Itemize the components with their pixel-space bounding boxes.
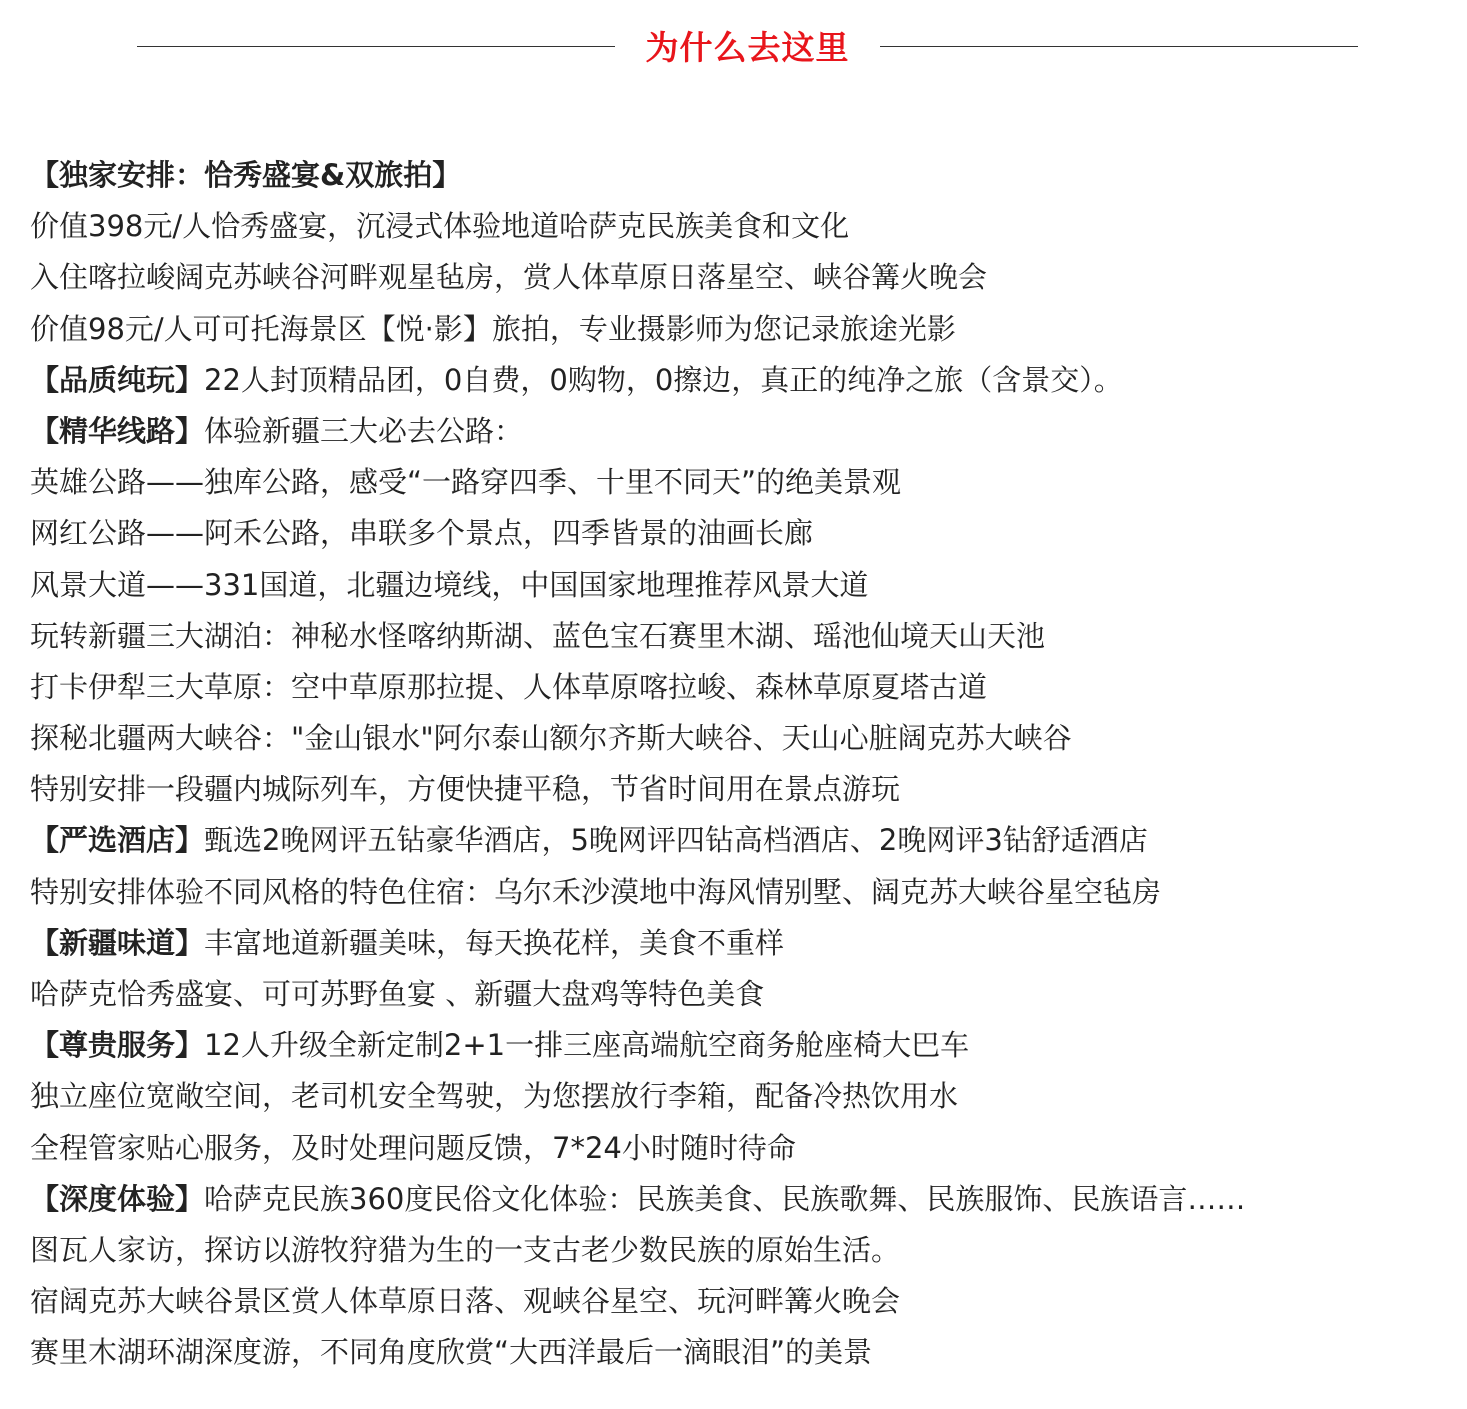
highlight-text: 打卡伊犁三大草原：空中草原那拉提、人体草原喀拉峻、森林草原夏塔古道 [30,669,988,704]
highlight-text: 风景大道——331国道，北疆边境线，中国国家地理推荐风景大道 [30,567,869,602]
highlight-line [30,560,1450,611]
highlight-line [30,201,1450,252]
highlight-text: 价值398元/人恰秀盛宴，沉浸式体验地道哈萨克民族美食和文化 [30,209,850,244]
highlight-text: 22人封顶精品团，0自费，0购物，0擦边，真正的纯净之旅（含景交）。 [204,362,1123,397]
highlight-text: 英雄公路——独库公路，感受“一路穿四季、十里不同天”的绝美景观 [30,465,902,500]
highlight-text: 价值98元/人可可托海景区【悦·影】旅拍，专业摄影师为您记录旅途光影 [30,311,956,346]
highlight-line [30,611,1450,662]
highlight-text: 网红公路——阿禾公路，串联多个景点，四季皆景的油画长廊 [30,516,814,551]
highlight-line [30,662,1450,713]
section-title: 为什么去这里 [645,28,850,67]
highlight-line [30,150,1450,201]
highlight-line [30,713,1450,764]
highlight-line [30,815,1450,866]
highlight-line [30,1123,1450,1174]
highlight-category-tag: 【新疆味道】 [30,925,205,960]
section-header [0,22,1467,72]
highlight-line [30,969,1450,1020]
highlight-text: 探秘北疆两大峡谷："金山银水"阿尔泰山额尔齐斯大峡谷、天山心脏阔克苏大峡谷 [30,721,1072,756]
highlight-line [30,508,1450,559]
header-divider-right [880,46,1358,47]
highlight-text: 哈萨克民族360度民俗文化体验：民族美食、民族歌舞、民族服饰、民族语言…… [204,1181,1246,1216]
highlight-text: 图瓦人家访，探访以游牧狩猎为生的一支古老少数民族的原始生活。 [30,1232,901,1267]
highlight-line [30,457,1450,508]
highlight-text: 特别安排一段疆内城际列车，方便快捷平稳，节省时间用在景点游玩 [30,772,901,807]
highlight-text: 12人升级全新定制2+1一排三座高端航空商务舱座椅大巴车 [204,1028,970,1063]
highlight-line [30,918,1450,969]
highlight-text: 独立座位宽敞空间，老司机安全驾驶，为您摆放行李箱，配备冷热饮用水 [30,1079,959,1114]
highlight-category-tag: 【精华线路】 [30,413,205,448]
highlight-category-tag: 【深度体验】 [30,1181,205,1216]
highlight-category-tag: 【品质纯玩】 [30,362,205,397]
highlight-text: 丰富地道新疆美味，每天换花样，美食不重样 [204,925,785,960]
highlight-text: 特别安排体验不同风格的特色住宿：乌尔禾沙漠地中海风情别墅、阔克苏大峡谷星空毡房 [30,874,1162,909]
highlight-line [30,764,1450,815]
highlight-line [30,1276,1450,1327]
highlight-line [30,406,1450,457]
highlight-text: 全程管家贴心服务，及时处理问题反馈，7*24小时随时待命 [30,1130,796,1165]
highlight-category-tag: 【尊贵服务】 [30,1028,205,1063]
highlights-content [30,150,1450,1379]
highlight-line [30,355,1450,406]
highlight-line [30,1174,1450,1225]
highlight-line [30,304,1450,355]
header-divider-left [137,46,615,47]
highlight-category-tag: 【严选酒店】 [30,823,205,858]
highlight-text: 赛里木湖环湖深度游，不同角度欣赏“大西洋最后一滴眼泪”的美景 [30,1335,873,1370]
highlight-line [30,1071,1450,1122]
highlight-text: 宿阔克苏大峡谷景区赏人体草原日落、观峡谷星空、玩河畔篝火晚会 [30,1284,901,1319]
highlight-line [30,1327,1450,1378]
highlight-text: 入住喀拉峻阔克苏峡谷河畔观星毡房，赏人体草原日落星空、峡谷篝火晚会 [30,260,988,295]
highlight-line [30,867,1450,918]
highlight-line [30,1225,1450,1276]
highlight-text: 甄选2晚网评五钻豪华酒店，5晚网评四钻高档酒店、2晚网评3钻舒适酒店 [204,823,1148,858]
highlight-text: 体验新疆三大必去公路： [204,413,524,448]
highlight-text: 玩转新疆三大湖泊：神秘水怪喀纳斯湖、蓝色宝石赛里木湖、瑶池仙境天山天池 [30,618,1046,653]
highlight-text: 哈萨克恰秀盛宴、可可苏野鱼宴 、新疆大盘鸡等特色美食 [30,977,765,1011]
highlight-line [30,1020,1450,1071]
highlight-category-tag: 【独家安排：恰秀盛宴&双旅拍】 [30,158,462,192]
highlight-line [30,252,1450,303]
